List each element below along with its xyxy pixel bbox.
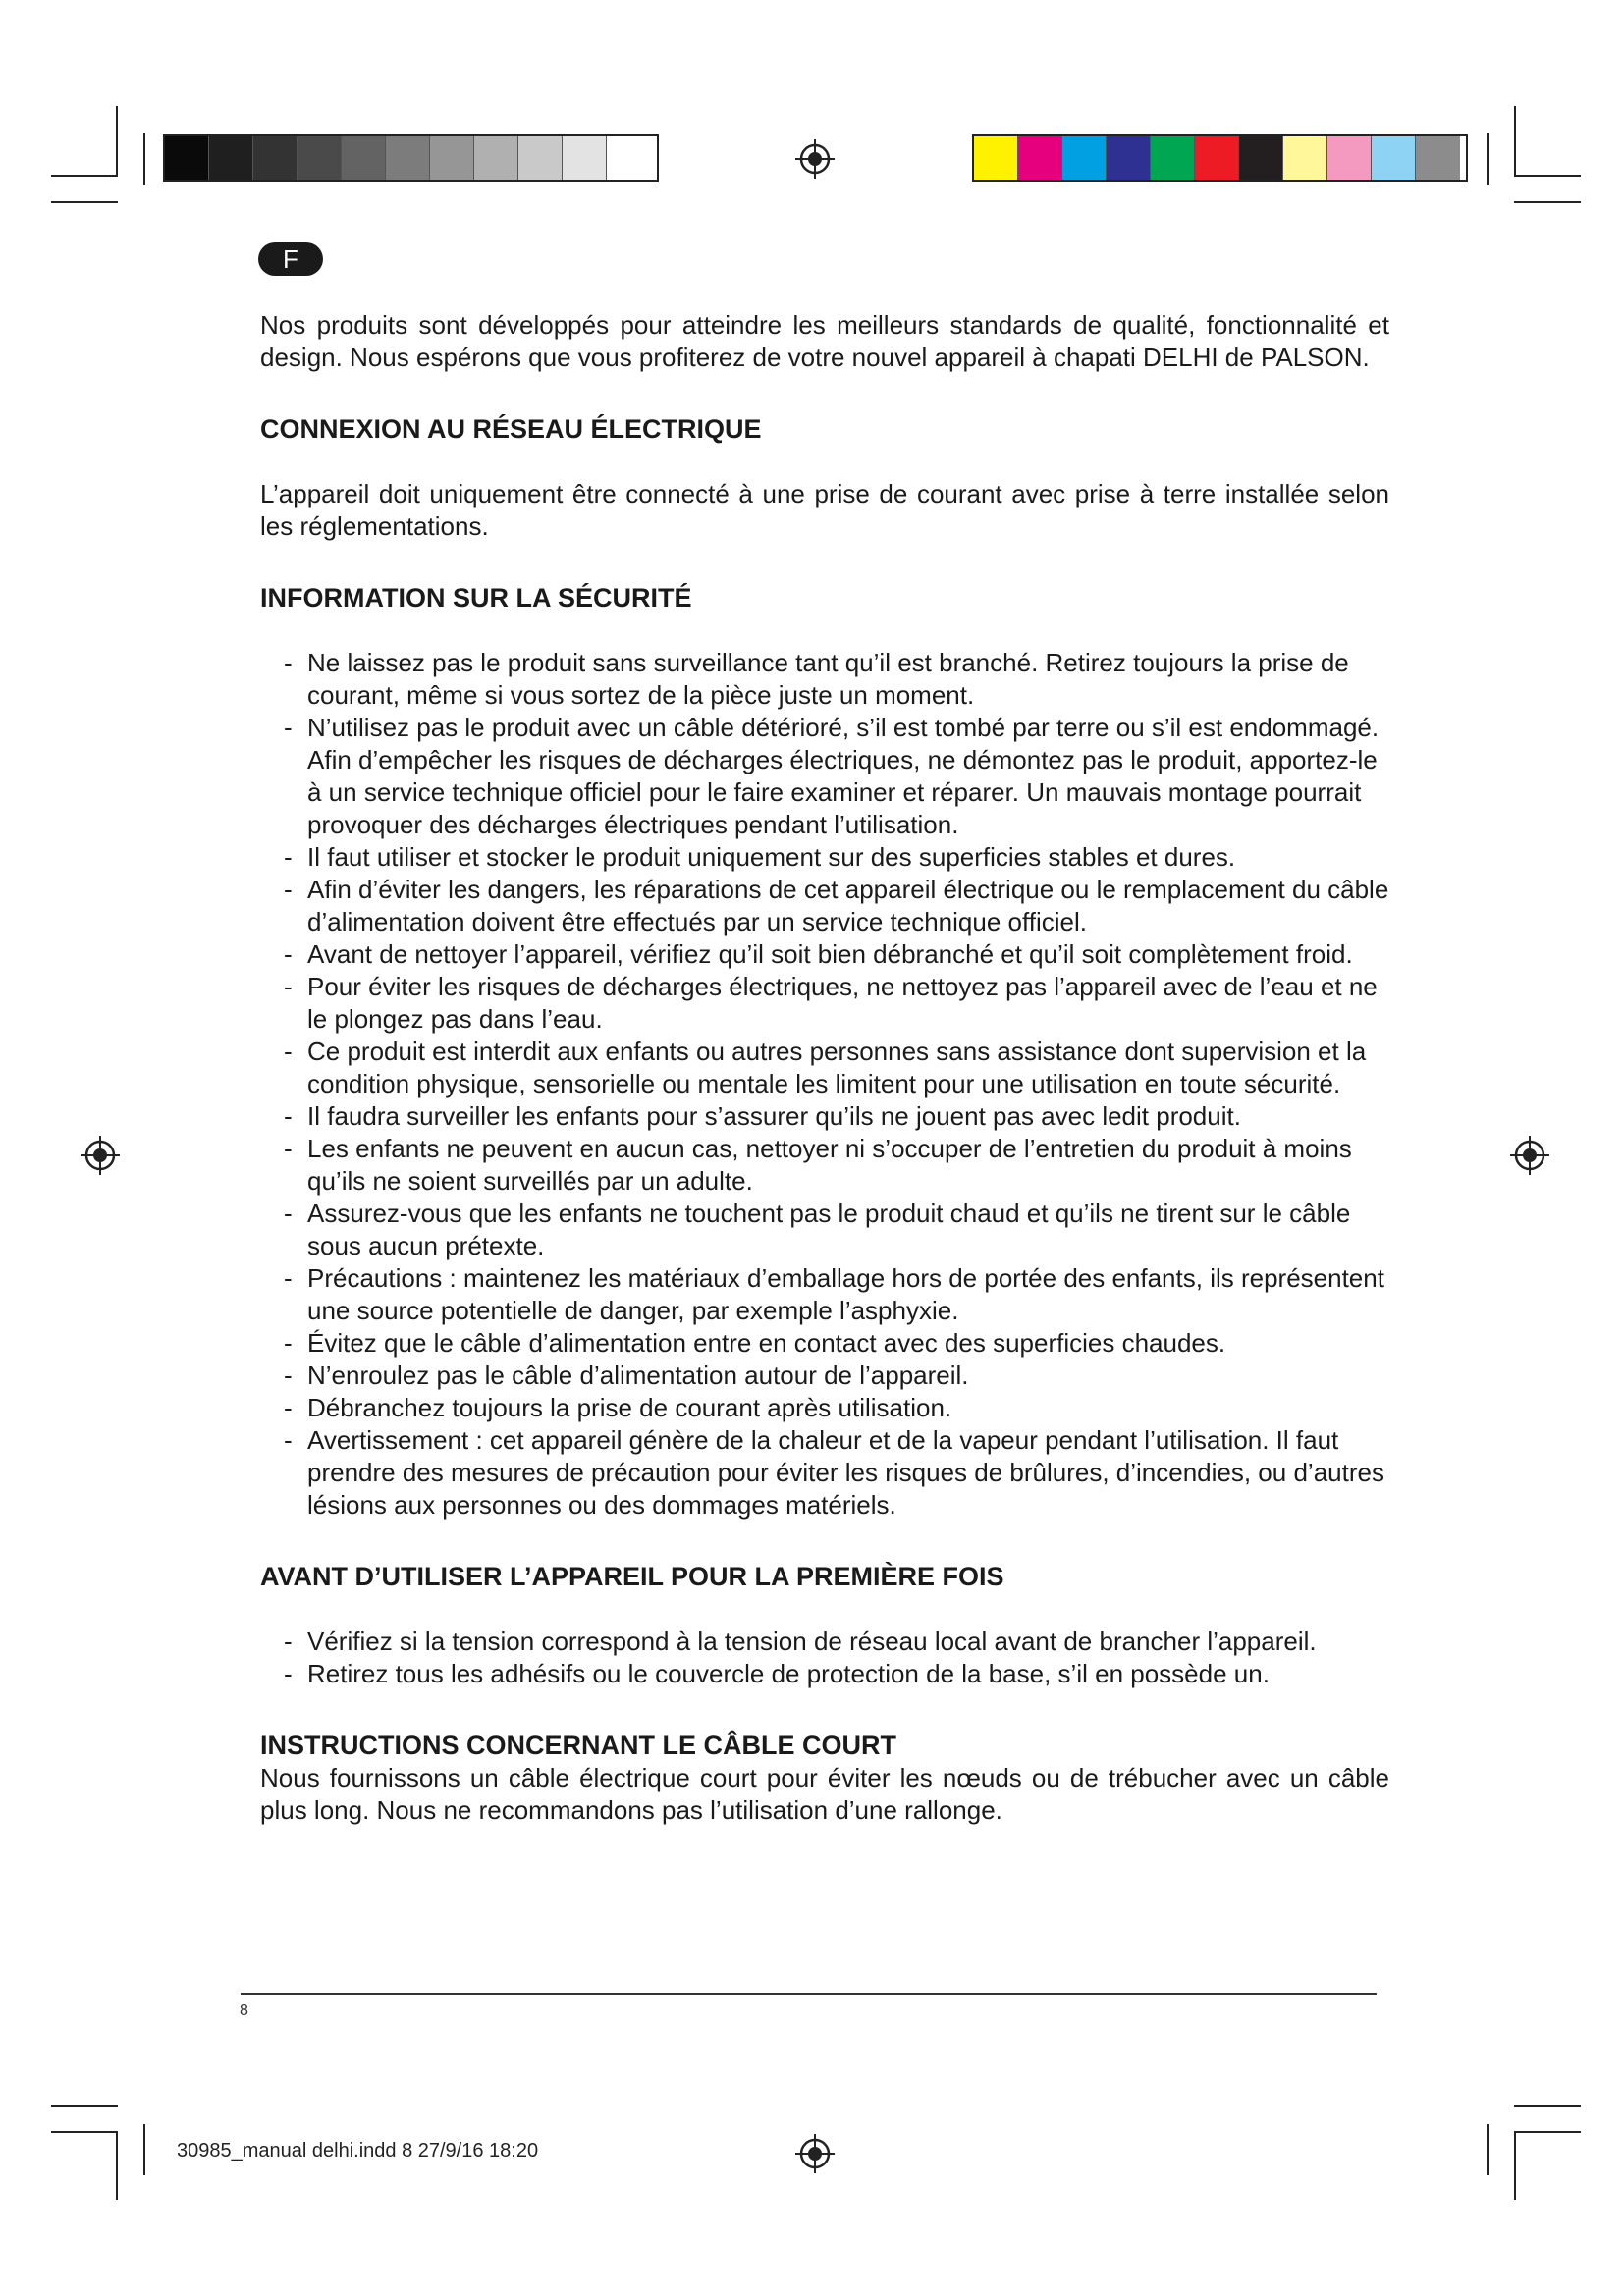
color-swatch [298,136,342,180]
crop-mark [1514,201,1581,203]
color-swatch [1195,136,1239,180]
color-swatch [607,136,651,180]
section-paragraph: Nous fournissons un câble électrique court pour éviter les nœuds ou de trébucher avec un câble plus long. Nous ne recommandons pas l’utilisation d’une rallonge. [260,1763,1389,1825]
print-slug: 30985_manual delhi.indd 8 27/9/16 18:20 [177,2140,539,2162]
color-swatch [1151,136,1195,180]
crop-mark [143,2124,145,2175]
color-swatch [1107,136,1151,180]
color-swatch [1372,136,1416,180]
list-item: - Les enfants ne peuvent en aucun cas, nettoyer ni s’occuper de l’entretien du produit à moins qu’ils ne soient surveillés par un adulte. [284,1134,1352,1196]
crop-mark [51,175,118,177]
list-item: - Précautions : maintenez les matériaux d’emballage hors de portée des enfants, ils représentent une source potentielle de danger, par exemple l’asphyxie. [284,1263,1384,1325]
grayscale-color-bar [163,134,659,182]
process-color-bar [972,134,1468,182]
list-item: - Vérifiez si la tension correspond à la tension de réseau local avant de brancher l’appareil. [284,1627,1317,1656]
page-number: 8 [240,2002,248,2019]
color-swatch [518,136,563,180]
section-heading: AVANT D’UTILISER L’APPAREIL POUR LA PREMIÈRE FOIS [260,1562,1004,1591]
list-item: - N’utilisez pas le produit avec un câble détérioré, s’il est tombé par terre ou s’il est endommagé. Afin d’empêcher les risques de décharges électriques, ne démontez pas le produit, apportez-le à un service technique officiel pour le faire examiner et réparer. Un mauvais montage pourrait provoquer des décharges électriques pendant l’utilisation. [284,713,1380,839]
crop-mark [116,106,118,175]
crop-mark [1514,175,1581,177]
color-swatch [165,136,209,180]
crop-mark [51,201,118,203]
color-swatch [209,136,253,180]
crop-mark [1514,2105,1581,2107]
color-swatch [1416,136,1460,180]
crop-mark [1514,106,1516,175]
section-heading: INFORMATION SUR LA SÉCURITÉ [260,583,692,613]
section-paragraph: L’appareil doit uniquement être connecté à une prise de courant avec prise à terre installée selon les réglementations. [260,479,1389,541]
crop-mark [1487,2124,1489,2175]
list-item: - Avertissement : cet appareil génère de la chaleur et de la vapeur pendant l’utilisation. Il faut prendre des mesures de précaution pour éviter les risques de brûlures, d’incendies, ou d’autres lésions aux personnes ou des dommages matériels. [284,1425,1384,1520]
section-heading: CONNEXION AU RÉSEAU ÉLECTRIQUE [260,414,762,444]
crop-mark [51,2131,118,2133]
list-item: - Retirez tous les adhésifs ou le couvercle de protection de la base, s’il en possède un. [284,1659,1270,1688]
safety-list [260,647,1389,1522]
list-item: - Avant de nettoyer l’appareil, vérifiez qu’il soit bien débranché et qu’il soit complètement froid. [284,939,1353,969]
color-swatch [474,136,518,180]
color-swatch [563,136,607,180]
list-item: - Afin d’éviter les dangers, les réparations de cet appareil électrique ou le remplacement du câble d’alimentation doivent être effectués par un service technique officiel. [284,875,1389,936]
list-item: - Ce produit est interdit aux enfants ou autres personnes sans assistance dont supervision et la condition physique, sensorielle ou mentale les limitent pour une utilisation en toute sécurité. [284,1037,1367,1098]
registration-mark-icon [793,137,837,181]
list-item: - N’enroulez pas le câble d’alimentation autour de l’appareil. [284,1361,969,1390]
crop-mark [1487,133,1489,185]
list-item: - Débranchez toujours la prise de courant après utilisation. [284,1393,952,1422]
color-swatch [1018,136,1062,180]
color-swatch [1283,136,1327,180]
crop-mark [116,2131,118,2200]
color-swatch [1062,136,1107,180]
registration-mark-icon [1508,1134,1551,1177]
crop-mark [51,2105,118,2107]
color-swatch [253,136,298,180]
crop-mark [1514,2131,1581,2133]
color-swatch [974,136,1018,180]
crop-mark [143,133,145,185]
document-body [260,309,1389,1827]
color-swatch [1327,136,1372,180]
list-item: - Il faut utiliser et stocker le produit uniquement sur des superficies stables et dures. [284,842,1236,872]
first-use-list [260,1626,1389,1690]
list-item: - Il faudra surveiller les enfants pour s’assurer qu’ils ne jouent pas avec ledit produit. [284,1101,1241,1131]
footer-rule [241,1993,1377,1995]
list-item: - Assurez-vous que les enfants ne touchent pas le produit chaud et qu’ils ne tirent sur le câble sous aucun prétexte. [284,1199,1351,1260]
list-item: - Ne laissez pas le produit sans surveillance tant qu’il est branché. Retirez toujours la prise de courant, même si vous sortez de la pièce juste un moment. [284,648,1349,710]
section-heading: INSTRUCTIONS CONCERNANT LE CÂBLE COURT [260,1731,896,1760]
language-badge: F [258,242,323,276]
color-swatch [1239,136,1283,180]
list-item: - Évitez que le câble d’alimentation entre en contact avec des superficies chaudes. [284,1328,1226,1358]
color-swatch [342,136,386,180]
registration-mark-icon [793,2132,837,2175]
list-item: - Pour éviter les risques de décharges électriques, ne nettoyez pas l’appareil avec de l’eau et ne le plongez pas dans l’eau. [284,972,1378,1034]
intro-paragraph: Nos produits sont développés pour atteindre les meilleurs standards de qualité, fonctionnalité et design. Nous espérons que vous profiterez de votre nouvel appareil à chapati DELHI de PALSON. [260,310,1389,372]
color-swatch [430,136,474,180]
color-swatch [386,136,430,180]
registration-mark-icon [79,1134,122,1177]
crop-mark [1514,2131,1516,2200]
